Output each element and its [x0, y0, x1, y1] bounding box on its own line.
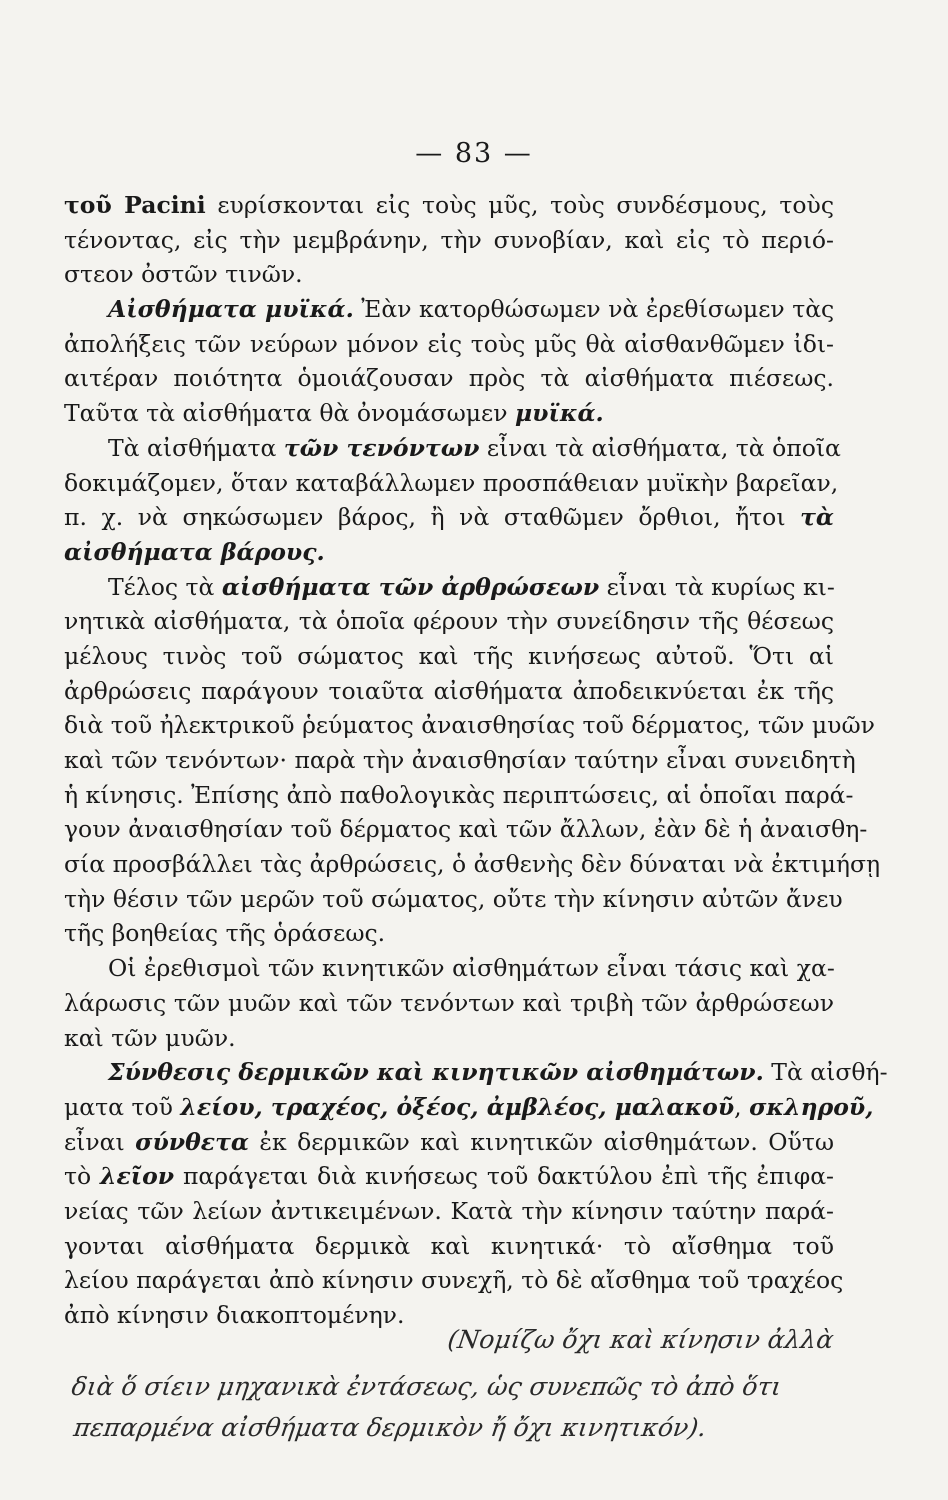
emphasized-text: αἰσθήματα βάρους.: [64, 537, 325, 566]
text-line: [64, 916, 834, 951]
emphasized-text: λεῖον: [100, 1162, 175, 1191]
text-line: [64, 778, 854, 813]
text-line: [64, 327, 834, 362]
text-segment: στεον ὀστῶν τινῶν.: [64, 260, 303, 289]
text-segment: Ἐὰν κατορθώσωμεν νὰ ἐρεθίσωμεν τὰς: [353, 295, 835, 324]
text-line: [64, 847, 881, 882]
text-segment: ἀπὸ κίνησιν διακοπτομένην.: [64, 1301, 405, 1329]
text-segment: ,: [734, 1092, 750, 1121]
text-line: [64, 812, 868, 847]
text-line: [64, 257, 834, 292]
text-line: [64, 535, 834, 570]
page-number: — 83 —: [415, 138, 533, 169]
text-line: [64, 570, 834, 605]
emphasized-text: μυϊκά.: [514, 399, 604, 428]
text-line: [64, 743, 856, 778]
text-line: [64, 361, 834, 396]
text-segment: π. χ. νὰ σηκώσωμεν βάρος, ἢ νὰ σταθῶμεν ὄρθιοι, ἤτοι: [64, 503, 801, 532]
emphasized-text: λείου, τραχέος, ὀξέος, ἀμβλέος, μαλακοῦ: [180, 1092, 735, 1121]
text-segment: αιτέραν ποιότητα ὁμοιάζουσαν πρὸς τὰ αἰσθήματα πιέσεως.: [64, 364, 834, 393]
text-segment: Ταῦτα τὰ αἰσθήματα θὰ ὀνομάσωμεν: [64, 399, 515, 428]
text-segment: Τὰ αἰσθή-: [763, 1058, 888, 1087]
text-line: [64, 431, 841, 466]
text-line: [64, 639, 834, 674]
emphasized-text: σύνθετα: [135, 1127, 249, 1156]
text-line: [64, 1021, 834, 1056]
handwritten-annotation-line-3: πεπαρμένα αἰσθήματα δερμικὸν ἤ ὄχι κινητικόν).: [71, 1413, 709, 1442]
body-text: [64, 188, 888, 1333]
text-line: [64, 882, 843, 917]
text-segment: Τέλος τὰ: [108, 572, 222, 601]
text-segment: γονται αἰσθήματα δερμικὰ καὶ κινητικά· τὸ αἴσθημα τοῦ: [64, 1231, 834, 1260]
emphasized-text: τῶν τενόντων: [283, 433, 480, 462]
text-segment: τὸ: [64, 1162, 100, 1191]
text-segment: καὶ τῶν μυῶν.: [64, 1023, 236, 1052]
text-segment: δοκιμάζομεν, ὅταν καταβάλλωμεν προσπάθειαν μυϊκὴν βαρεῖαν,: [64, 468, 839, 497]
text-line: [64, 1263, 844, 1298]
text-segment: καὶ τῶν τενόντων· παρὰ τὴν ἀναισθησίαν ταύτην εἶναι συνειδητὴ: [64, 746, 856, 774]
text-line: [64, 396, 834, 431]
emphasized-text: τοῦ Pacini: [64, 191, 206, 219]
text-line: [64, 674, 834, 709]
text-segment: ἐκ δερμικῶν καὶ κινητικῶν αἰσθημάτων. Οὕτω: [248, 1127, 834, 1156]
text-line: [64, 951, 834, 986]
text-segment: ἡ κίνησις. Ἐπίσης ἀπὸ παθολογικὰς περιπτώσεις, αἱ ὁποῖαι παρά-: [64, 780, 854, 809]
emphasized-text: σκληροῦ,: [749, 1092, 874, 1121]
text-segment: ματα τοῦ: [64, 1092, 181, 1121]
handwritten-annotation-line-2: διὰ ὅ σίειν μηχανικὰ ἐντάσεως, ὡς συνεπῶς τὸ ἀπὸ ὅτι: [69, 1372, 784, 1401]
text-segment: νείας τῶν λείων ἀντικειμένων. Κατὰ τὴν κίνησιν ταύτην παρά-: [64, 1196, 834, 1225]
text-line: [64, 604, 834, 639]
text-segment: τὴν θέσιν τῶν μερῶν τοῦ σώματος, οὔτε τὴν κίνησιν αὐτῶν ἄνευ: [64, 884, 843, 913]
text-line: [64, 1194, 834, 1229]
text-segment: γουν ἀναισθησίαν τοῦ δέρματος καὶ τῶν ἄλλων, ἐὰν δὲ ἡ ἀναισθη-: [64, 815, 868, 844]
text-line: [64, 292, 834, 327]
text-segment: εἶναι: [64, 1127, 136, 1156]
text-segment: εἶναι τὰ αἰσθήματα, τὰ ὁποῖα: [479, 433, 841, 462]
text-segment: Τὰ αἰσθήματα: [108, 433, 284, 462]
text-segment: μέλους τινὸς τοῦ σώματος καὶ τῆς κινήσεως αὐτοῦ. Ὅτι αἱ: [64, 641, 834, 670]
text-segment: σία προσβάλλει τὰς ἀρθρώσεις, ὁ ἀσθενὴς δὲν δύναται νὰ ἐκτιμήσῃ: [64, 850, 881, 879]
text-line: [64, 500, 834, 535]
text-segment: λάρωσις τῶν μυῶν καὶ τῶν τενόντων καὶ τριβὴ τῶν ἀρθρώσεων: [64, 988, 834, 1017]
text-line: [64, 466, 839, 501]
text-line: [64, 188, 834, 223]
emphasized-text: Σύνθεσις δερμικῶν καὶ κινητικῶν αἰσθημάτων.: [108, 1058, 764, 1087]
text-line: [64, 708, 875, 743]
handwritten-annotation-line-1: (Νομίζω ὄχι καὶ κίνησιν ἀλλὰ: [445, 1325, 836, 1354]
text-line: [64, 986, 834, 1021]
text-segment: παράγεται διὰ κινήσεως τοῦ δακτύλου ἐπὶ τῆς ἐπιφα-: [174, 1162, 834, 1191]
text-segment: λείου παράγεται ἀπὸ κίνησιν συνεχῆ, τὸ δὲ αἴσθημα τοῦ τραχέος: [64, 1266, 844, 1295]
text-segment: νητικὰ αἰσθήματα, τὰ ὁποῖα φέρουν τὴν συνείδησιν τῆς θέσεως: [64, 607, 834, 636]
text-line: [64, 1090, 874, 1125]
text-segment: τένοντας, εἰς τὴν μεμβράνην, τὴν συνοβίαν, καὶ εἰς τὸ περιό-: [64, 225, 834, 254]
text-segment: εἶναι τὰ κυρίως κι-: [599, 572, 835, 601]
text-line: [64, 1125, 834, 1160]
text-segment: ἀρθρώσεις παράγουν τοιαῦτα αἰσθήματα ἀποδεικνύεται ἐκ τῆς: [64, 676, 834, 705]
text-line: [64, 223, 834, 258]
text-line: [64, 1159, 834, 1194]
text-line: [64, 1229, 834, 1264]
text-segment: ἀπολήξεις τῶν νεύρων μόνον εἰς τοὺς μῦς θὰ αἰσθανθῶμεν ἰδι-: [64, 329, 834, 358]
text-segment: Οἱ ἐρεθισμοὶ τῶν κινητικῶν αἰσθημάτων εἶναι τάσις καὶ χα-: [108, 954, 835, 983]
emphasized-text: αἰσθήματα τῶν ἀρθρώσεων: [221, 572, 600, 601]
emphasized-text: Αἰσθήματα μυϊκά.: [108, 295, 354, 324]
emphasized-text: τὰ: [800, 503, 834, 532]
text-segment: διὰ τοῦ ἠλεκτρικοῦ ῥεύματος ἀναισθησίας τοῦ δέρματος, τῶν μυῶν: [64, 711, 875, 740]
text-segment: τῆς βοηθείας τῆς ὁράσεως.: [64, 919, 386, 948]
text-line: [64, 1055, 888, 1090]
text-segment: ευρίσκονται εἰς τοὺς μῦς, τοὺς συνδέσμους, τοὺς: [205, 191, 834, 219]
